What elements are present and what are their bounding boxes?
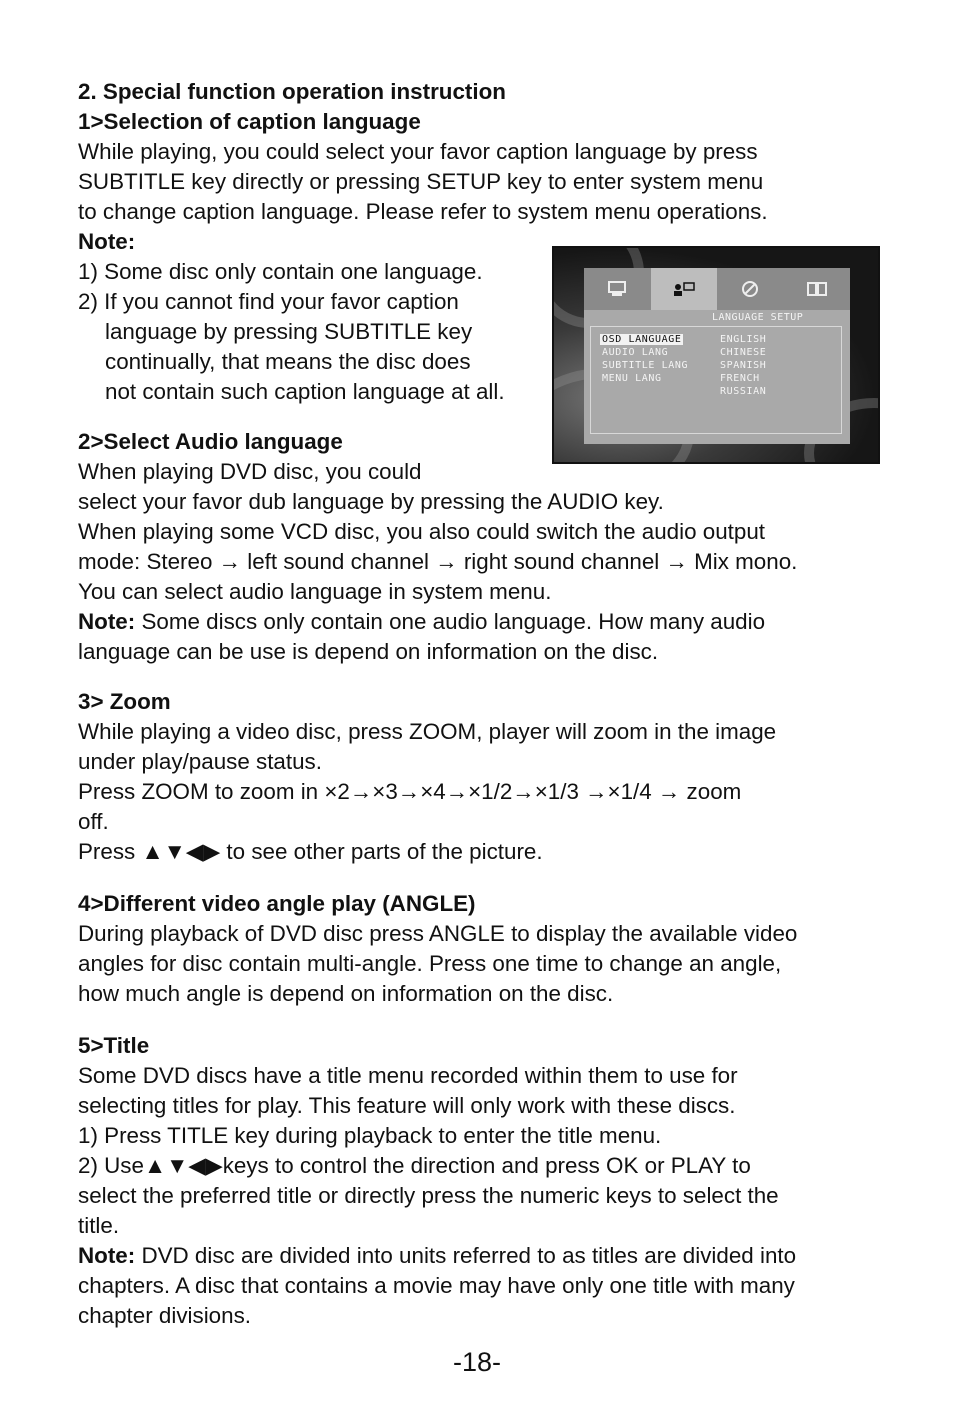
note-label: Note: [78, 1243, 136, 1268]
note-line: chapter divisions. [78, 1303, 251, 1328]
note-line: continually, that means the disc does [105, 349, 471, 374]
setup-menu-items [602, 333, 688, 385]
body-line: title. [78, 1213, 120, 1238]
setup-tab-bar [584, 268, 850, 310]
body-line: under play/pause status. [78, 749, 322, 774]
body-line: During playback of DVD disc press ANGLE to display the available video [78, 921, 798, 946]
note-paragraph [78, 1241, 888, 1271]
section-heading: 2. Special function operation instruction [78, 79, 506, 104]
menu-item-menu-lang: MENU LANG [602, 373, 662, 384]
option-russian: RUSSIAN [720, 386, 767, 397]
body-line: Press ZOOM to zoom in ×2→×3→×4→×1/2→×1/3 →×1/4 → zoom [78, 779, 742, 804]
manual-page [78, 77, 888, 1331]
language-setup-label: LANGUAGE SETUP [712, 312, 804, 323]
menu-item-audio-lang: AUDIO LANG [602, 347, 669, 358]
caption-language-title: 1>Selection of caption language [78, 109, 421, 134]
page-number: -18- [452, 1347, 501, 1377]
note-text: Some discs only contain one audio language. How many audio [135, 609, 766, 634]
note-line: 1) Some disc only contain one language. [78, 259, 483, 284]
title-section-title: 5>Title [78, 1033, 150, 1058]
body-line: how much angle is depend on information on the disc. [78, 981, 614, 1006]
note-line: language can be use is depend on information on the disc. [78, 639, 659, 664]
body-line: selecting titles for play. This feature will only work with these discs. [78, 1093, 736, 1118]
body-line: 2) Use▲▼◀▶keys to control the direction and press OK or PLAY to [78, 1153, 751, 1178]
audio-language-title: 2>Select Audio language [78, 429, 343, 454]
body-line: SUBTITLE key directly or pressing SETUP key to enter system menu [78, 169, 764, 194]
body-line: off. [78, 809, 109, 834]
note-line: not contain such caption language at all. [105, 379, 505, 404]
dolby-icon [784, 268, 851, 310]
note-label: Note: [78, 609, 136, 634]
user-speech-icon [651, 268, 718, 310]
body-line: Some DVD discs have a title menu recorded within them to use for [78, 1063, 738, 1088]
note-paragraph [78, 607, 888, 637]
body-line: angles for disc contain multi-angle. Press one time to change an angle, [78, 951, 782, 976]
body-line: 1) Press TITLE key during playback to enter the title menu. [78, 1123, 662, 1148]
body-line: select the preferred title or directly press the numeric keys to select the [78, 1183, 779, 1208]
body-line: select your favor dub language by pressing the AUDIO key. [78, 489, 664, 514]
body-line: When playing DVD disc, you could [78, 459, 422, 484]
angle-title: 4>Different video angle play (ANGLE) [78, 891, 476, 916]
body-line: When playing some VCD disc, you also could switch the audio output [78, 519, 766, 544]
option-chinese: CHINESE [720, 347, 767, 358]
menu-item-osd-language: OSD LANGUAGE [602, 334, 682, 345]
note-text: DVD disc are divided into units referred to as titles are divided into [135, 1243, 797, 1268]
zoom-title: 3> Zoom [78, 689, 171, 714]
body-line: to change caption language. Please refer to system menu operations. [78, 199, 768, 224]
body-line: Press ▲▼◀▶ to see other parts of the picture. [78, 839, 543, 864]
option-english: ENGLISH [720, 334, 767, 345]
body-line: While playing, you could select your favor caption language by press [78, 139, 758, 164]
language-options [720, 333, 766, 398]
color-disc-icon [717, 268, 784, 310]
menu-item-subtitle-lang: SUBTITLE LANG [602, 360, 689, 371]
note-line: chapters. A disc that contains a movie may have only one title with many [78, 1273, 795, 1298]
monitor-icon [584, 268, 651, 310]
note-line: 2) If you cannot find your favor caption [78, 289, 459, 314]
body-line: mode: Stereo → left sound channel → right sound channel → Mix mono. [78, 549, 798, 574]
option-spanish: SPANISH [720, 360, 767, 371]
note-label: Note: [78, 229, 136, 254]
note-line: language by pressing SUBTITLE key [105, 319, 473, 344]
body-line: You can select audio language in system menu. [78, 579, 552, 604]
language-setup-screenshot [552, 246, 880, 464]
body-line: While playing a video disc, press ZOOM, player will zoom in the image [78, 719, 777, 744]
option-french: FRENCH [720, 373, 760, 384]
